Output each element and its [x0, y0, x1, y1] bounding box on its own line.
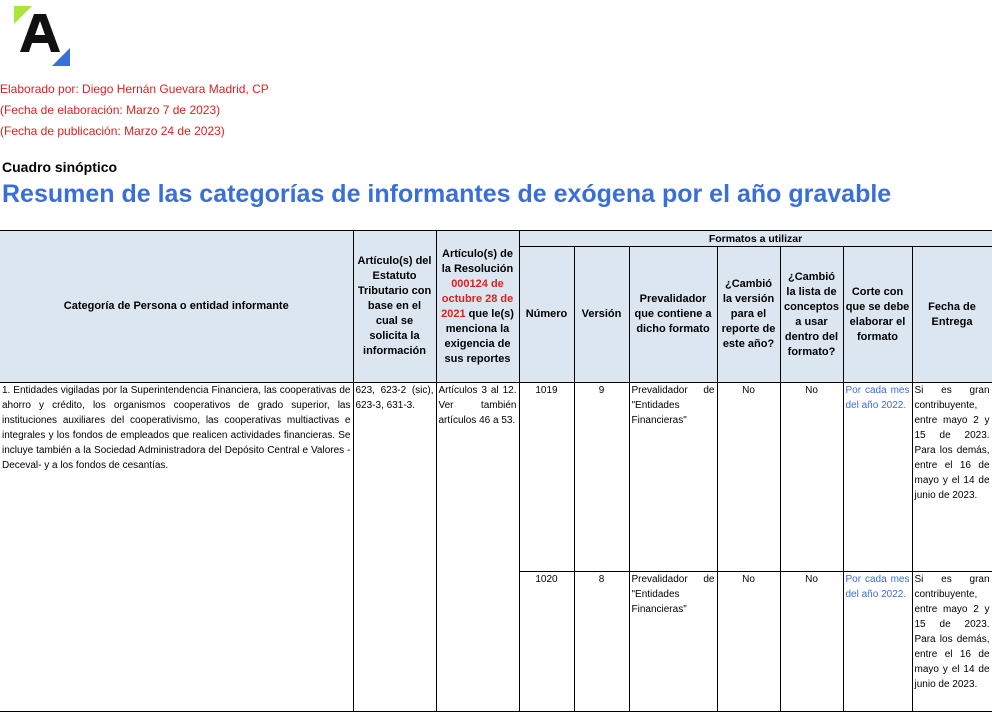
header-cambio-lista: ¿Cambió la lista de conceptos a usar dentro del formato? — [780, 247, 843, 383]
corte-cell: Por cada mes del año 2022. — [843, 383, 912, 572]
fecha-entrega-cell: Si es gran contribuyente, entre mayo 2 y 15 de 2023. Para los demás, entre el 16 de mayo y el 14 de junio de 2023. — [912, 383, 992, 572]
cambio-lista-cell: No — [780, 383, 843, 572]
brand-logo-icon — [14, 6, 70, 66]
cambio-version-cell: No — [717, 383, 780, 572]
document-title: Resumen de las categorías de informantes de exógena por el año gravable — [2, 180, 892, 208]
header-formatos: Formatos a utilizar — [519, 231, 992, 247]
numero-cell: 1020 — [519, 572, 574, 712]
publication-date: (Fecha de publicación: Marzo 24 de 2023) — [0, 124, 225, 138]
author-line: Elaborado por: Diego Hernán Guevara Madrid, CP — [0, 82, 269, 96]
prevalidador-cell: Prevalidador de "Entidades Financieras" — [629, 383, 717, 572]
header-version: Versión — [574, 247, 629, 383]
numero-cell: 1019 — [519, 383, 574, 572]
resolucion-reference: 000124 de octubre 28 de 2021 — [441, 277, 514, 320]
header-corte: Corte con que se debe elaborar el formato — [843, 247, 912, 383]
header-prevalidador: Prevalidador que contiene a dicho formato — [629, 247, 717, 383]
header-categoria: Categoría de Persona o entidad informante — [0, 231, 353, 383]
version-cell: 9 — [574, 383, 629, 572]
cambio-lista-cell: No — [780, 572, 843, 712]
header-resolucion-pre: Artículo(s) de la Resolución — [441, 247, 514, 275]
document-subtitle: Cuadro sinóptico — [2, 159, 118, 175]
elaboration-date: (Fecha de elaboración: Marzo 7 de 2023) — [0, 103, 221, 117]
version-cell: 8 — [574, 572, 629, 712]
header-resolucion-post: que le(s) menciona la exigencia de sus reportes — [444, 307, 514, 365]
articulos-estatuto-cell: 623, 623-2 (sic), 623-3, 631-3. — [353, 383, 436, 712]
corte-cell: Por cada mes del año 2022. — [843, 572, 912, 712]
articulos-resolucion-cell: Artículos 3 al 12. Ver también artículos 46 a 53. — [436, 383, 519, 712]
prevalidador-cell: Prevalidador de "Entidades Financieras" — [629, 572, 717, 712]
categoria-cell: 1. Entidades vigiladas por la Superintendencia Financiera, las cooperativas de ahorro y crédito, los organismos cooperativos de grado superior, las instituciones auxiliares del cooperativismo, las cooperativas multiactivas e integrales y los fondos de empleados que realicen actividades financieras. Se incluye también a la Sociedad Administradora del Depósito Central e Valores -Deceval- y a los fondos de cesantías. — [0, 383, 353, 712]
categories-table — [0, 230, 992, 712]
fecha-entrega-cell: Si es gran contribuyente, entre mayo 2 y 15 de 2023. Para los demás, entre el 16 de mayo y el 14 de junio de 2023. — [912, 572, 992, 712]
header-fecha-entrega: Fecha de Entrega — [912, 247, 992, 383]
header-cambio-version: ¿Cambió la versión para el reporte de este año? — [717, 247, 780, 383]
table-row — [0, 383, 992, 572]
header-articulos-estatuto: Artículo(s) del Estatuto Tributario con base en el cual se solicita la información — [353, 231, 436, 383]
header-articulos-resolucion — [436, 231, 519, 383]
cambio-version-cell: No — [717, 572, 780, 712]
header-numero: Número — [519, 247, 574, 383]
